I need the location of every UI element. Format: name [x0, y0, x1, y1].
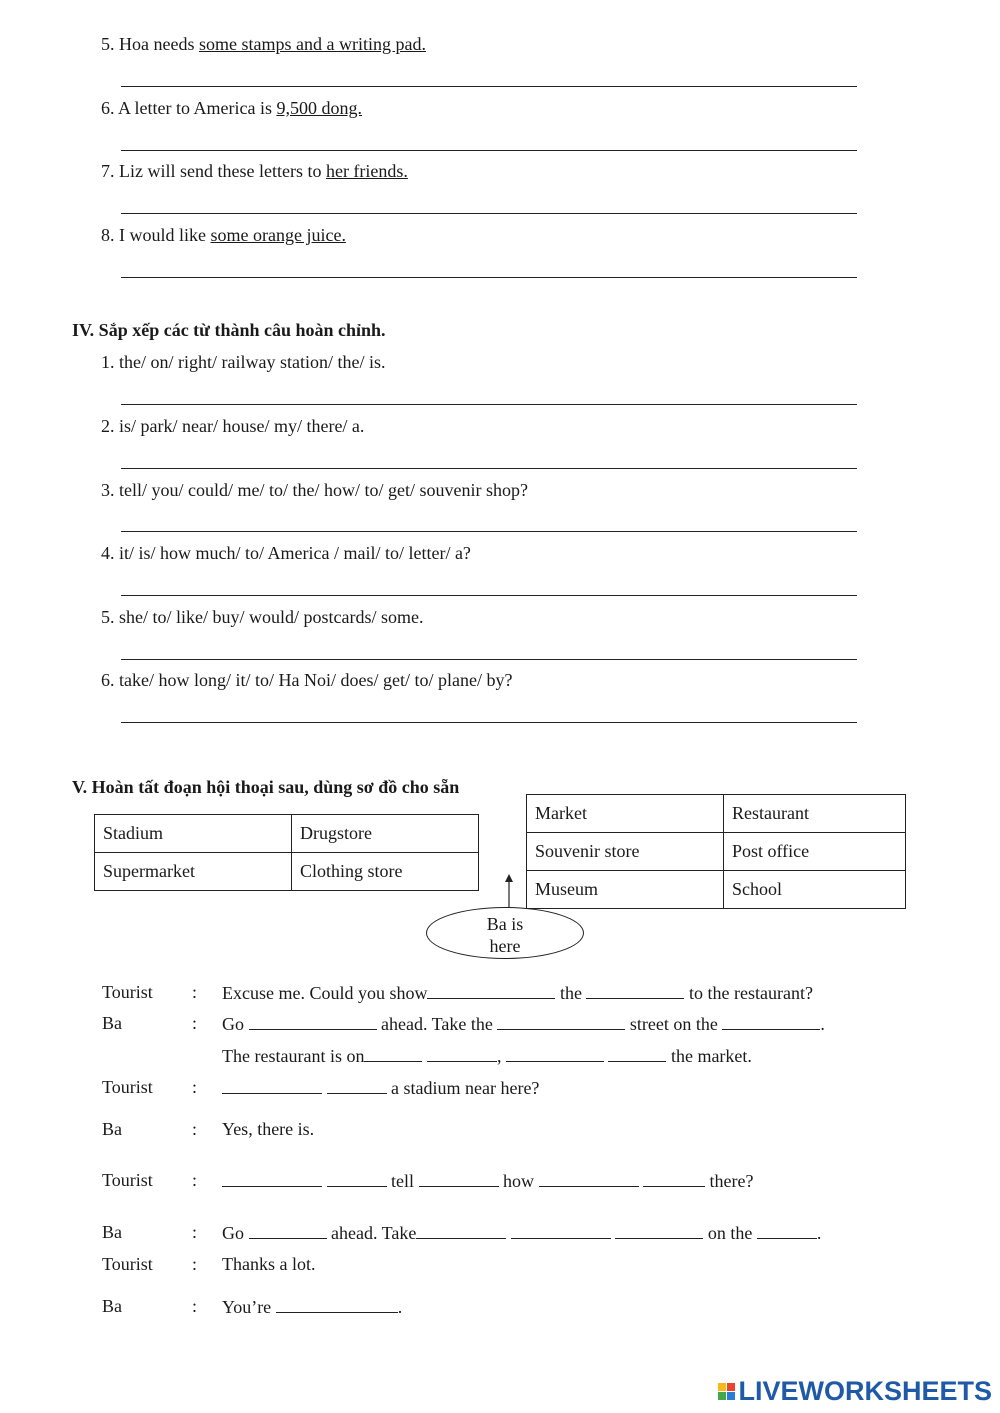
blank[interactable] — [539, 1170, 639, 1187]
speaker: Ba — [102, 1119, 122, 1139]
speaker: Tourist — [102, 1170, 153, 1190]
underlined-phrase: 9,500 dong. — [276, 98, 362, 118]
section-4-title: IV. Sắp xếp các từ thành câu hoàn chỉnh. — [72, 320, 386, 340]
speaker: Ba — [102, 1296, 122, 1316]
map-cell-school: School — [724, 871, 906, 909]
exercise-4-item-1: 1. the/ on/ right/ railway station/ the/ is. — [101, 352, 386, 372]
exercise-3-item-5: 5. Hoa needs some stamps and a writing pad. — [101, 34, 426, 54]
colon: : — [192, 1296, 198, 1316]
answer-line[interactable] — [121, 659, 857, 660]
colon: : — [192, 1013, 198, 1033]
answer-line[interactable] — [121, 213, 857, 214]
speaker: Tourist — [102, 982, 153, 1002]
blank[interactable] — [643, 1170, 705, 1187]
colon: : — [192, 1119, 198, 1139]
answer-line[interactable] — [121, 468, 857, 469]
answer-line[interactable] — [121, 722, 857, 723]
map-cell-museum: Museum — [527, 871, 724, 909]
map-cell-market: Market — [527, 795, 724, 833]
blank[interactable] — [327, 1077, 387, 1094]
exercise-4-item-4: 4. it/ is/ how much/ to/ America / mail/ to/ letter/ a? — [101, 543, 471, 563]
speaker: Tourist — [102, 1254, 153, 1274]
colon: : — [192, 1077, 198, 1097]
colon: : — [192, 1254, 198, 1274]
answer-line[interactable] — [121, 404, 857, 405]
blank[interactable] — [506, 1045, 604, 1062]
map-cell-stadium: Stadium — [95, 815, 292, 853]
blank[interactable] — [419, 1170, 499, 1187]
speaker: Ba — [102, 1013, 122, 1033]
answer-line[interactable] — [121, 150, 857, 151]
section-5-title: V. Hoàn tất đoạn hội thoại sau, dùng sơ đồ cho sẵn — [72, 777, 460, 797]
blank[interactable] — [249, 1222, 327, 1239]
answer-line[interactable] — [121, 531, 857, 532]
speaker: Ba — [102, 1222, 122, 1242]
exercise-4-item-3: 3. tell/ you/ could/ me/ to/ the/ how/ to/ get/ souvenir shop? — [101, 480, 528, 500]
blank[interactable] — [416, 1222, 506, 1239]
blank[interactable] — [276, 1296, 398, 1313]
underlined-phrase: some orange juice. — [210, 225, 346, 245]
blank[interactable] — [327, 1170, 387, 1187]
blank[interactable] — [222, 1077, 322, 1094]
blank[interactable] — [249, 1013, 377, 1030]
colon: : — [192, 1170, 198, 1190]
blank[interactable] — [497, 1013, 625, 1030]
map-cell-restaurant: Restaurant — [724, 795, 906, 833]
map-cell-post-office: Post office — [724, 833, 906, 871]
colon: : — [192, 1222, 198, 1242]
map-left — [94, 814, 479, 891]
map-right — [526, 794, 906, 909]
speaker: Tourist — [102, 1077, 153, 1097]
blank[interactable] — [511, 1222, 611, 1239]
colon: : — [192, 982, 198, 1002]
blank[interactable] — [757, 1222, 817, 1239]
logo-squares-icon — [718, 1383, 735, 1400]
map-cell-clothing-store: Clothing store — [292, 853, 479, 891]
map-cell-supermarket: Supermarket — [95, 853, 292, 891]
blank[interactable] — [222, 1170, 322, 1187]
exercise-3-item-7: 7. Liz will send these letters to her friends. — [101, 161, 408, 181]
blank[interactable] — [427, 982, 555, 999]
ba-location-marker — [426, 907, 584, 959]
map-cell-drugstore: Drugstore — [292, 815, 479, 853]
exercise-3-item-8: 8. I would like some orange juice. — [101, 225, 346, 245]
answer-line[interactable] — [121, 277, 857, 278]
blank[interactable] — [722, 1013, 820, 1030]
underlined-phrase: some stamps and a writing pad. — [198, 34, 426, 54]
marker-label-line2: here — [489, 936, 521, 956]
blank[interactable] — [615, 1222, 703, 1239]
liveworksheets-logo — [718, 1376, 992, 1407]
exercise-3-item-6: 6. A letter to America is 9,500 dong. — [101, 98, 362, 118]
blank[interactable] — [427, 1045, 497, 1062]
blank[interactable] — [586, 982, 684, 999]
blank[interactable] — [608, 1045, 666, 1062]
exercise-4-item-5: 5. she/ to/ like/ buy/ would/ postcards/ some. — [101, 607, 424, 627]
blank[interactable] — [364, 1045, 422, 1062]
answer-line[interactable] — [121, 86, 857, 87]
answer-line[interactable] — [121, 595, 857, 596]
exercise-4-item-6: 6. take/ how long/ it/ to/ Ha Noi/ does/ get/ to/ plane/ by? — [101, 670, 513, 690]
exercise-4-item-2: 2. is/ park/ near/ house/ my/ there/ a. — [101, 416, 365, 436]
logo-text: LIVEWORKSHEETS — [738, 1376, 992, 1406]
underlined-phrase: her friends. — [325, 161, 408, 181]
marker-label-line1: Ba is — [486, 914, 524, 934]
arrow-up-icon — [503, 874, 515, 908]
map-cell-souvenir-store: Souvenir store — [527, 833, 724, 871]
